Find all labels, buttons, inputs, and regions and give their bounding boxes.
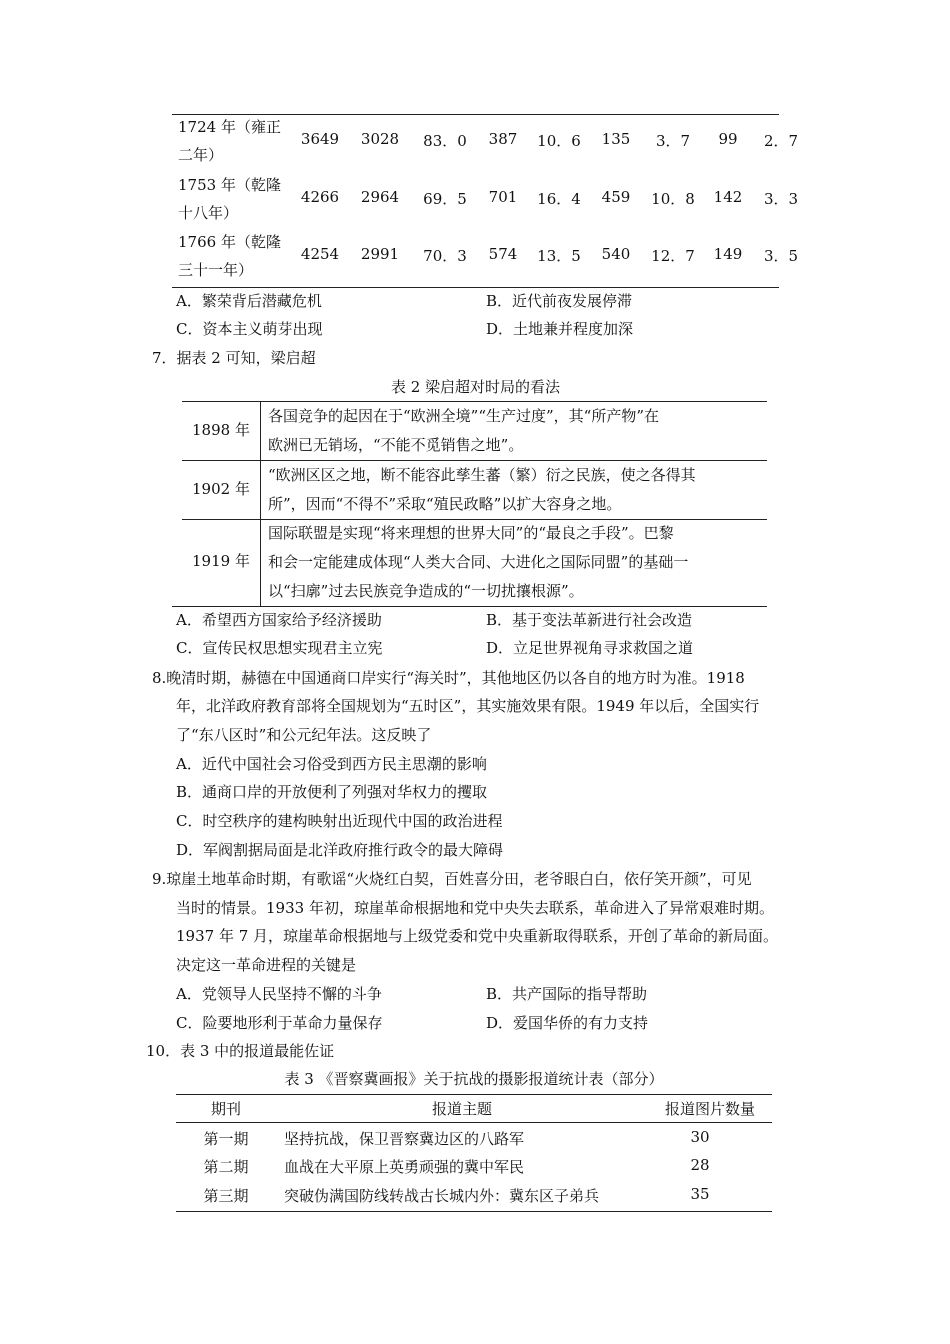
table1-cell: 574 — [488, 245, 518, 263]
table1-cell: 10．8 — [651, 190, 695, 208]
q8-option-b[interactable]: B．通商口岸的开放便利了列强对华权力的攫取 — [176, 783, 488, 801]
table2-text — [268, 519, 688, 606]
table1-cell: 4254 — [300, 245, 340, 263]
table2-text-line: 欧洲已无销场，“不能不觅销售之地”。 — [268, 436, 524, 454]
table2-bottom-rule — [172, 606, 767, 607]
table2-title: 表 2 梁启超对时局的看法 — [390, 378, 561, 396]
table3-header: 报道图片数量 — [664, 1100, 755, 1118]
table1-cell: 2964 — [360, 188, 400, 206]
table1-cell: 83．0 — [423, 132, 467, 150]
table3-cell: 第三期 — [203, 1187, 249, 1205]
q7-option-a[interactable]: A．希望西方国家给予经济援助 — [176, 611, 382, 629]
q9-option-a[interactable]: A．党领导人民坚持不懈的斗争 — [176, 985, 382, 1003]
table3-cell: 第一期 — [203, 1130, 249, 1148]
table1-year: 十八年） — [178, 204, 239, 222]
table3-title: 表 3 《晋察冀画报》关于抗战的摄影报道统计表（部分） — [284, 1070, 664, 1088]
table1-cell: 12．7 — [651, 247, 695, 265]
q6-option-c[interactable]: C．资本主义萌芽出现 — [176, 320, 323, 338]
q9-stem-line: 当时的情景。1933 年初，琼崖革命根据地和党中央失去联系，革命进入了异常艰难时期。 — [176, 899, 774, 917]
table1-year: 1724 年（雍正 — [178, 118, 281, 136]
q9-option-c[interactable]: C．险要地形利于革命力量保存 — [176, 1014, 383, 1032]
q9-stem-line: 决定这一革命进程的关键是 — [176, 956, 357, 974]
table1-year: 1766 年（乾隆 — [178, 233, 281, 251]
q9-stem-line: 1937 年 7 月，琼崖革命根据地与上级党委和党中央重新取得联系，开创了革命的新局面。 — [176, 927, 779, 945]
table3-cell: 血战在大平原上英勇顽强的冀中军民 — [284, 1158, 525, 1176]
table3-cell: 坚持抗战，保卫晋察冀边区的八路军 — [284, 1130, 525, 1148]
q10-stem: 10．表 3 中的报道最能佐证 — [146, 1042, 335, 1060]
table3-bottom-rule — [176, 1211, 772, 1212]
table1-cell: 3649 — [300, 130, 340, 148]
table3-cell: 第二期 — [203, 1158, 249, 1176]
table2-text-line: “欧洲区区之地，断不能容此孳生蕃（繁）衍之民族，使之各得其 — [268, 466, 696, 484]
table1-cell: 2991 — [360, 245, 400, 263]
table1-cell: 3．5 — [763, 247, 799, 265]
table1-cell: 3028 — [360, 130, 400, 148]
q7-option-b[interactable]: B．基于变法革新进行社会改造 — [486, 611, 693, 629]
q8-option-a[interactable]: A．近代中国社会习俗受到西方民主思潮的影响 — [176, 755, 487, 773]
q9-option-d[interactable]: D．爱国华侨的有力支持 — [486, 1014, 649, 1032]
table2-year: 1898 年 — [192, 421, 250, 439]
table2-text-line: 和会一定能建成体现“人类大合同、大进化之国际同盟”的基础一 — [268, 553, 689, 571]
q9-option-b[interactable]: B．共产国际的指导帮助 — [486, 985, 648, 1003]
q8-stem-line: 年，北洋政府教育部将全国规划为“五时区”，其实施效果有限。1949 年以后，全国实行 — [176, 697, 760, 715]
table2-year: 1902 年 — [192, 480, 250, 498]
table1-cell: 16．4 — [537, 190, 581, 208]
table1-cell: 3．3 — [763, 190, 799, 208]
q7-option-d[interactable]: D．立足世界视角寻求救国之道 — [486, 639, 694, 657]
table2-text — [268, 402, 659, 460]
table2-text — [268, 461, 696, 519]
table3-cell: 30 — [690, 1128, 710, 1146]
q8-stem-line: 了“东八区时”和公元纪年法。这反映了 — [176, 726, 432, 744]
table2-text-line: 国际联盟是实现“将来理想的世界大同”的“最良之手段”。巴黎 — [268, 524, 674, 542]
table1-cell: 69．5 — [423, 190, 467, 208]
q7-stem: 7．据表 2 可知，梁启超 — [152, 349, 316, 367]
table1-cell: 13．5 — [537, 247, 581, 265]
table2-text-line: 各国竞争的起因在于“欧洲全境”“生产过度”，其“所产物”在 — [268, 407, 660, 425]
table1-year: 1753 年（乾隆 — [178, 176, 281, 194]
table1-cell: 387 — [488, 130, 518, 148]
table1-cell: 2．7 — [763, 132, 799, 150]
table3-header-rule — [176, 1122, 772, 1123]
table1-cell: 142 — [713, 188, 743, 206]
table1-year: 二年） — [178, 146, 224, 164]
table1-bottom-rule — [172, 287, 779, 288]
q6-option-b[interactable]: B．近代前夜发展停滞 — [486, 292, 633, 310]
table2-year: 1919 年 — [192, 552, 250, 570]
table3-header: 报道主题 — [431, 1100, 492, 1118]
table1-cell: 99 — [718, 130, 738, 148]
table2-text-line: 所”，因而“不得不”采取“殖民政略”以扩大容身之地。 — [268, 495, 622, 513]
q9-stem-line: 9.琼崖土地革命时期，有歌谣“火烧红白契，百姓喜分田，老爷眼白白，依仔笑开颜”，可见 — [152, 870, 752, 888]
table1-cell: 135 — [601, 130, 631, 148]
q8-option-c[interactable]: C．时空秩序的建构映射出近现代中国的政治进程 — [176, 812, 503, 830]
table3-cell: 突破伪满国防线转战古长城内外：冀东区子弟兵 — [284, 1187, 600, 1205]
table1-top-rule — [172, 114, 779, 115]
table1-cell: 540 — [601, 245, 631, 263]
table1-cell: 149 — [713, 245, 743, 263]
table1-cell: 459 — [601, 188, 631, 206]
q6-option-a[interactable]: A．繁荣背后潜藏危机 — [176, 292, 322, 310]
table1-cell: 4266 — [300, 188, 340, 206]
q7-option-c[interactable]: C．宣传民权思想实现君主立宪 — [176, 639, 383, 657]
table1-cell: 701 — [488, 188, 518, 206]
q8-option-d[interactable]: D．军阀割据局面是北洋政府推行政令的最大障碍 — [176, 841, 504, 859]
table1-cell: 3．7 — [655, 132, 691, 150]
table3-cell: 35 — [690, 1185, 710, 1203]
table3-header: 期刊 — [210, 1100, 241, 1118]
table1-cell: 10．6 — [537, 132, 581, 150]
table1-year: 三十一年） — [178, 261, 254, 279]
table3-cell: 28 — [690, 1156, 710, 1174]
table3-top-rule — [176, 1094, 772, 1095]
q8-stem-line: 8.晚清时期，赫德在中国通商口岸实行“海关时”，其他地区仍以各自的地方时为准。1918 — [152, 669, 745, 687]
table2-text-line: 以“扫廓”过去民族竞争造成的“一切扰攘根源”。 — [268, 582, 584, 600]
q6-option-d[interactable]: D．土地兼并程度加深 — [486, 320, 634, 338]
table2-divider — [260, 401, 261, 607]
table1-cell: 70．3 — [423, 247, 467, 265]
